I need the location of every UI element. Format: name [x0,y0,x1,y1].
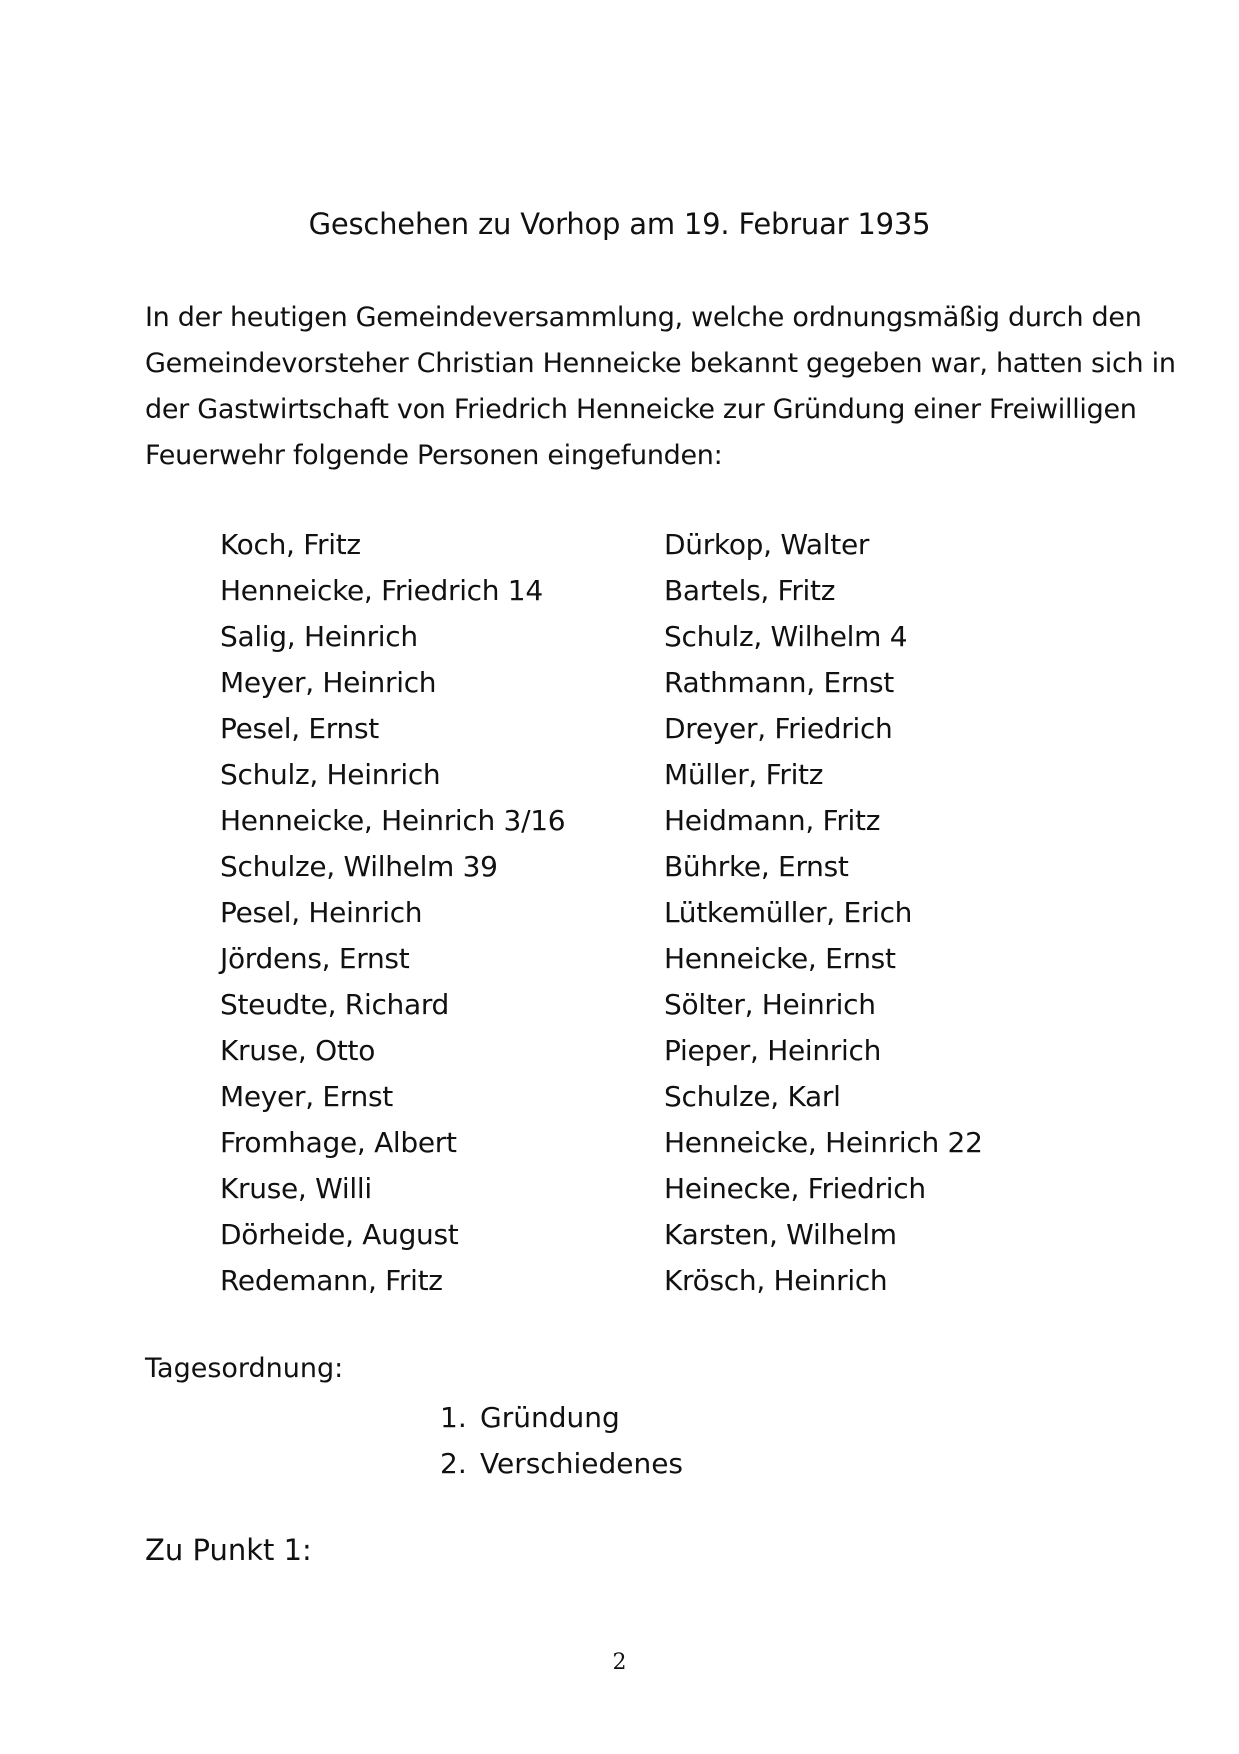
page-number: 2 [612,1650,627,1675]
intro-line: In der heutigen Gemeindeversammlung, welche ordnungsmäßig durch den [145,302,1142,333]
attendee-name: Rathmann, Ernst [664,666,894,699]
agenda-item-text: Gründung [480,1401,620,1434]
intro-paragraph [145,295,1176,479]
attendee-name: Lütkemüller, Erich [664,896,913,929]
document-title: Geschehen zu Vorhop am 19. Februar 1935 [308,207,931,241]
agenda-item-text: Verschiedenes [480,1447,684,1480]
attendee-name: Kruse, Willi [220,1172,372,1205]
point-heading: Zu Punkt 1: [145,1533,312,1567]
attendee-name: Schulz, Wilhelm 4 [664,620,908,653]
attendee-name: Dreyer, Friedrich [664,712,893,745]
attendee-name: Henneicke, Heinrich 22 [664,1126,983,1159]
attendee-name: Pieper, Heinrich [664,1034,882,1067]
attendee-name: Schulz, Heinrich [220,758,441,791]
intro-line: der Gastwirtschaft von Friedrich Henneicke zur Gründung einer Freiwilligen [145,394,1137,425]
agenda-item-number: 1. [440,1401,467,1434]
agenda-item [440,1441,683,1487]
attendee-name: Pesel, Ernst [220,712,379,745]
attendee-name: Bartels, Fritz [664,574,836,607]
attendee-name: Heinecke, Friedrich [664,1172,926,1205]
attendee-name: Krösch, Heinrich [664,1264,888,1297]
agenda-item-number: 2. [440,1447,467,1480]
agenda-heading: Tagesordnung: [145,1353,344,1384]
attendee-name: Jördens, Ernst [220,942,410,975]
attendee-name: Dürkop, Walter [664,528,870,561]
attendee-name: Henneicke, Friedrich 14 [220,574,543,607]
attendee-name: Pesel, Heinrich [220,896,423,929]
attendee-name: Steudte, Richard [220,988,450,1021]
attendee-name: Salig, Heinrich [220,620,418,653]
attendee-name: Schulze, Wilhelm 39 [220,850,498,883]
attendee-name: Bührke, Ernst [664,850,849,883]
attendee-name: Henneicke, Ernst [664,942,896,975]
intro-line: Gemeindevorsteher Christian Henneicke bekannt gegeben war, hatten sich in [145,348,1176,379]
attendee-name: Fromhage, Albert [220,1126,457,1159]
attendee-name: Redemann, Fritz [220,1264,443,1297]
attendee-name: Müller, Fritz [664,758,824,791]
attendee-name: Meyer, Ernst [220,1080,393,1113]
attendee-list-right [664,522,983,1304]
attendee-name: Schulze, Karl [664,1080,841,1113]
attendee-name: Dörheide, August [220,1218,459,1251]
agenda-item [440,1395,683,1441]
attendee-name: Koch, Fritz [220,528,361,561]
attendee-name: Sölter, Heinrich [664,988,876,1021]
attendee-name: Henneicke, Heinrich 3/16 [220,804,566,837]
attendee-name: Meyer, Heinrich [220,666,437,699]
intro-line: Feuerwehr folgende Personen eingefunden: [145,440,723,471]
attendee-list-left [220,522,565,1304]
attendee-name: Karsten, Wilhelm [664,1218,897,1251]
agenda-list [440,1395,683,1487]
attendee-name: Heidmann, Fritz [664,804,881,837]
attendee-name: Kruse, Otto [220,1034,376,1067]
